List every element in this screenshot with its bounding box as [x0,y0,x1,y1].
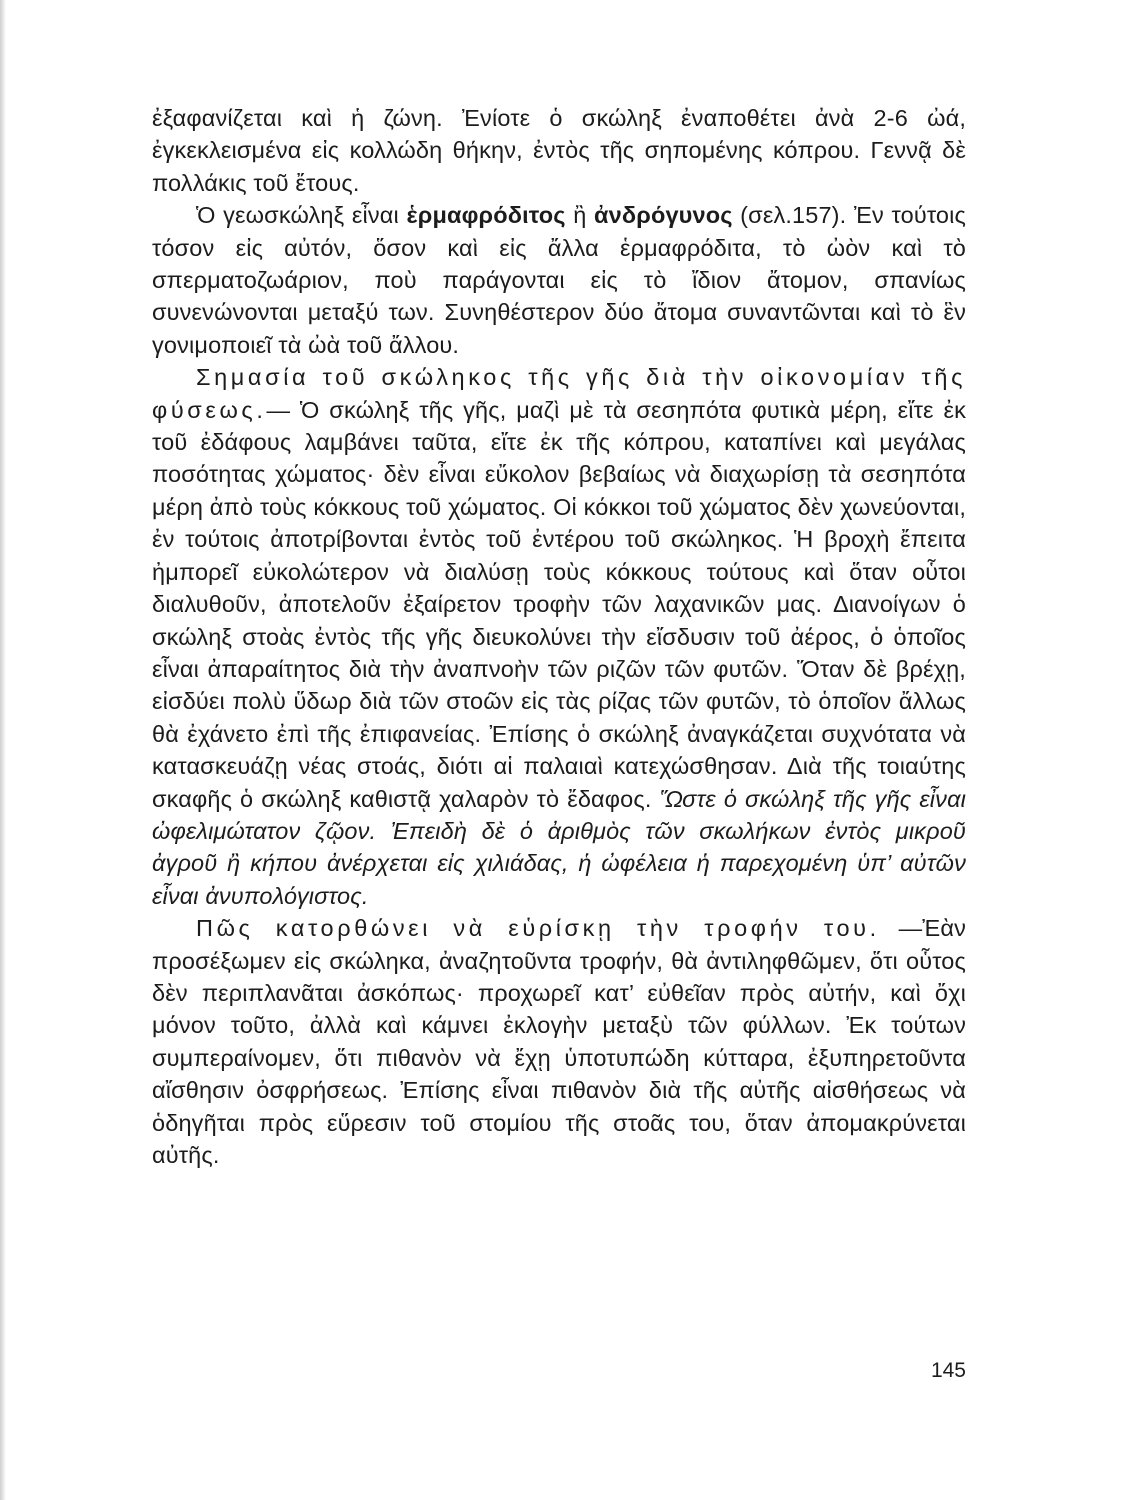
text-run: Σημασία τοῦ σκώληκος τῆς γῆς διὰ τὴν οἰκονομίαν τῆς φύσεως. [152,364,966,423]
text-run: — Ὁ σκώληξ τῆς γῆς, μαζὶ μὲ τὰ σεσηπότα φυτικὰ μέρη, εἴτε ἐκ τοῦ ἐδάφους λαμβάνει ταῦτα, εἴτε ἐκ τῆς κόπρου, καταπίνει καὶ μεγάλας ποσότητας χώματος· δὲν εἶναι εὔκολον βεβαίως νὰ διαχωρίσῃ τὰ σεσηπότα μέρη ἀπὸ τοὺς κόκκους τοῦ χώματος. Οἱ κόκκοι τοῦ χώματος δὲν χωνεύονται, ἐν τούτοις ἀποτρίβονται ἐντὸς τοῦ ἐντέρου τοῦ σκώληκος. Ἡ βροχὴ ἔπειτα ἠμπορεῖ εὐκολώτερον νὰ διαλύσῃ τοὺς κόκκους τούτους καὶ ὅταν οὗτοι διαλυθοῦν, ἀποτελοῦν ἐξαίρετον τροφὴν τῶν λαχανικῶν μας. Διανοίγων ὁ σκώληξ στοὰς ἐντὸς τῆς γῆς διευκολύνει τὴν εἴσδυσιν τοῦ ἀέρος, ὁ ὁποῖος εἶναι ἀπαραίτητος διὰ τὴν ἀναπνοὴν τῶν ριζῶν τῶν φυτῶν. Ὅταν δὲ βρέχῃ, εἰσδύει πολὺ ὕδωρ διὰ τῶν στοῶν εἰς τὰς ρίζας τῶν φυτῶν, τὸ ὁποῖον ἄλλως θὰ ἐχάνετο ἐπὶ τῆς ἐπιφανείας. Ἐπίσης ὁ σκώληξ ἀναγκάζεται συχνότατα νὰ κατασκευάζῃ νέας στοάς, διότι αἱ παλαιαὶ κατεχώσθησαν. Διὰ τῆς τοιαύτης σκαφῆς ὁ σκώληξ καθιστᾷ χαλαρὸν τὸ ἔδαφος. [152,396,966,812]
text-run: ἑρμαφρόδιτος [406,202,566,229]
text-run: Ὁ γεωσκώληξ εἶναι [196,202,407,229]
text-run: ἀνδρόγυνος [594,202,733,229]
text-run: Ὥστε ὁ σκώληξ τῆς γῆς εἶναι ὠφελιμώτατον ζῷον. Ἐπειδὴ δὲ ὁ ἀριθμὸς τῶν σκωλήκων ἐντὸς μικροῦ ἀγροῦ ἢ κήπου ἀνέρχεται εἰς χιλιάδας, ἡ ὠφέλεια ἡ παρεχομένη ὑπ’ αὐτῶν εἶναι ἀνυπολόγιστος. [152,785,966,909]
text-run: ἢ [565,202,595,229]
text-run: (σελ.157). Ἐν τούτοις τόσον εἰς αὐτόν, ὅσον καὶ εἰς ἄλλα ἑρμαφρόδιτα, τὸ ὠὸν καὶ τὸ σπερματοζωάριον, ποὺ παράγονται εἰς τὸ ἴδιον ἄτομον, σπανίως συνενώνονται μεταξύ των. Συνηθέστερον δύο ἄτομα συναντῶνται καὶ τὸ ἓν γονιμοποιεῖ τὰ ὠὰ τοῦ ἄλλου. [152,202,966,358]
text-run: Πῶς κατορθώνει νὰ εὑρίσκῃ τὴν τροφήν του. [196,915,880,942]
paragraph-3 [152,361,966,912]
page-number: 145 [930,1359,966,1382]
paragraph-4 [152,912,966,1171]
text-run: —Ἐὰν προσέξωμεν εἰς σκώληκα, ἀναζητοῦντα τροφήν, θὰ ἀντιληφθῶμεν, ὅτι οὗτος δὲν περιπλανᾶται ἀσκόπως· προχωρεῖ κατ’ εὐθεῖαν πρὸς αὐτήν, καὶ ὄχι μόνον τοῦτο, ἀλλὰ καὶ κάμνει ἐκλογὴν μεταξὺ τῶν φύλλων. Ἐκ τούτων συμπεραίνομεν, ὅτι πιθανὸν νὰ ἔχῃ ὑποτυπώδη κύτταρα, ἐξυπηρετοῦντα αἴσθησιν ὀσφρήσεως. Ἐπίσης εἶναι πιθανὸν διὰ τῆς αὐτῆς αἰσθήσεως νὰ ὁδηγῆται πρὸς εὕρεσιν τοῦ στομίου τῆς στοᾶς του, ὅταν ἀπομακρύνεται αὐτῆς. [152,915,966,1168]
page-edge-shadow [0,0,6,1500]
body-text [152,102,966,1171]
paragraph-1 [152,102,966,199]
paragraph-2 [152,199,966,361]
text-run: ἐξαφανίζεται καὶ ἡ ζώνη. Ἐνίοτε ὁ σκώληξ ἐναποθέτει ἀνὰ 2-6 ὠά, ἐγκεκλεισμένα εἰς κολλώδη θήκην, ἐντὸς τῆς σηπομένης κόπρου. Γεννᾷ δὲ πολλάκις τοῦ ἔτους. [152,105,966,196]
